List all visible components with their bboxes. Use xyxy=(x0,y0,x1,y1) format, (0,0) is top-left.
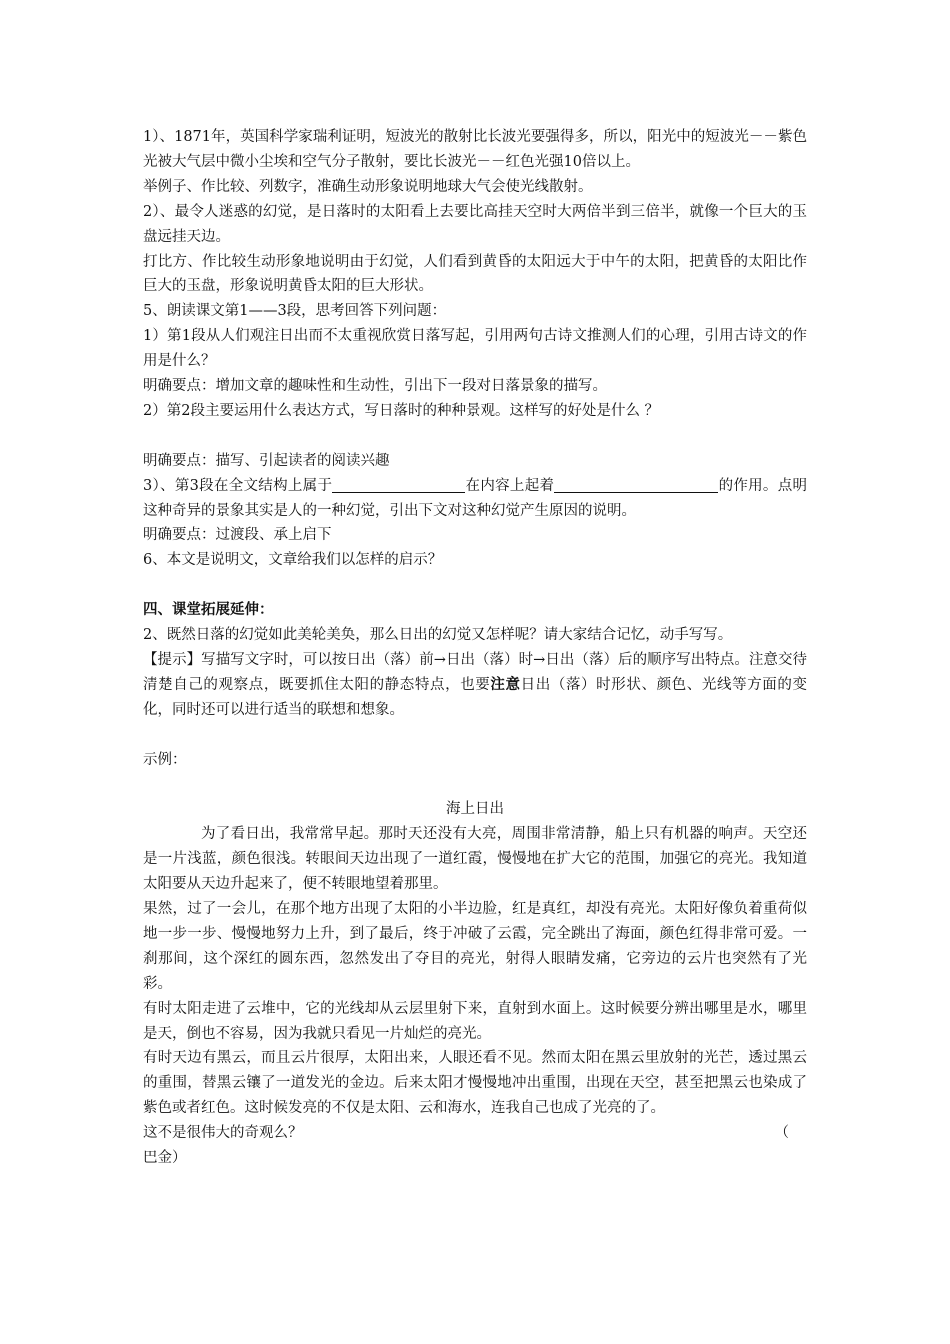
essay-title: 海上日出 xyxy=(446,801,504,818)
answer-5-2: 明确要点：描写、引起读者的阅读兴趣 xyxy=(143,452,390,469)
essay-closing-line xyxy=(143,1121,807,1146)
hint-paragraph xyxy=(143,648,807,723)
spacer xyxy=(143,773,807,798)
essay-closing-text: 这不是很伟大的奇观么？ xyxy=(143,1125,303,1142)
hint-part-a: 【提示】写描写文字时，可以按日出（落）前→日出（落）时→日出（落）后的顺序写出特点。注意交待清楚自己的观察点，既要抓住太阳的静态特点，也要 xyxy=(143,652,807,693)
essay-author: 巴金） xyxy=(143,1150,187,1167)
example-label: 示例： xyxy=(143,751,187,768)
question-5-3 xyxy=(143,474,807,524)
question-5-3-part-c: 的作用。点明这种奇异的景象其实是人的一种幻觉，引出下文对这种幻觉产生原因的说明。 xyxy=(143,477,808,519)
question-6: 6、本文是说明文，文章给我们以怎样的启示？ xyxy=(143,552,443,569)
paragraph-illusion: 2）、最令人迷惑的幻觉，是日落时的太阳看上去要比高挂天空时大两倍半到三倍半，就像一个巨大的玉盘远挂天边。 xyxy=(143,203,807,245)
section-heading-4: 四、课堂拓展延伸： xyxy=(143,601,274,619)
hint-emphasis: 注意 xyxy=(490,675,521,693)
answer-5-3: 明确要点：过渡段、承上启下 xyxy=(143,527,332,544)
author-open-paren: （ xyxy=(774,1125,789,1142)
essay-paragraph-2: 果然，过了一会儿，在那个地方出现了太阳的小半边脸，红是真红，却没有亮光。太阳好像负着重荷似地一步一步、慢慢地努力上升，到了最后，终于冲破了云霞，完全跳出了海面，颜色红得非常可爱。一刹那间，这个深红的圆东西，忽然发出了夺目的亮光，射得人眼睛发痛，它旁边的云片也突然有了光彩。 xyxy=(143,901,807,992)
question-5: 5、朗读课文第1——3段，思考回答下列问题： xyxy=(143,303,447,320)
hint-part-c: 日出（落）时形状、颜色、光线等方面的变化，同时还可以进行适当的联想和想象。 xyxy=(143,676,808,718)
essay-paragraph-3: 有时太阳走进了云堆中，它的光线却从云层里射下来，直射到水面上。这时候要分辨出哪里是水，哪里是天，倒也不容易，因为我就只看见一片灿烂的亮光。 xyxy=(143,1000,807,1042)
essay-paragraph-4: 有时天边有黑云，而且云片很厚，太阳出来，人眼还看不见。然而太阳在黑云里放射的光芒，透过黑云的重围，替黑云镶了一道发光的金边。后来太阳才慢慢地冲出重围，出现在天空，甚至把黑云也染成了紫色或者红色。这时候发亮的不仅是太阳、云和海水，连我自己也成了光亮的了。 xyxy=(143,1050,807,1117)
answer-5-1: 明确要点：增加文章的趣味性和生动性，引出下一段对日落景象的描写。 xyxy=(143,378,607,395)
question-5-3-part-a: 3）、第3段在全文结构上属于 xyxy=(143,477,333,494)
document-page xyxy=(143,125,807,1171)
spacer xyxy=(143,573,807,598)
spacer xyxy=(143,424,807,449)
paragraph-rayleigh: 1）、1871年，英国科学家瑞利证明，短波光的散射比长波光要强得多，所以，阳光中的短波光－－紫色光被大气层中微小尘埃和空气分子散射，要比长波光－－红色光强10倍以上。 xyxy=(143,129,807,170)
question-5-1: 1）第1段从人们观注日出而不太重视欣赏日落写起，引用两句古诗文推测人们的心理，引用古诗文的作用是什么？ xyxy=(143,328,807,370)
task-2: 2、既然日落的幻觉如此美轮美奂，那么日出的幻觉又怎样呢？请大家结合记忆，动手写写。 xyxy=(143,627,733,644)
question-5-3-part-b: 在内容上起着 xyxy=(465,477,555,494)
spacer xyxy=(143,723,807,748)
fill-blank-2[interactable] xyxy=(554,475,718,493)
fill-blank-1[interactable] xyxy=(332,475,465,493)
essay-paragraph-1: 为了看日出，我常常早起。那时天还没有大亮，周围非常清静，船上只有机器的响声。天空还是一片浅蓝，颜色很浅。转眼间天边出现了一道红霞，慢慢地在扩大它的范围，加强它的亮光。我知道太阳要从天边升起来了，便不转眼地望着那里。 xyxy=(143,826,807,893)
paragraph-method-2: 打比方、作比较生动形象地说明由于幻觉，人们看到黄昏的太阳远大于中午的太阳，把黄昏的太阳比作巨大的玉盘，形象说明黄昏太阳的巨大形状。 xyxy=(143,253,807,295)
question-5-2: 2）第2段主要运用什么表达方式，写日落时的种种景观。这样写的好处是什么 ？ xyxy=(143,402,660,419)
paragraph-method-1: 举例子、作比较、列数字，准确生动形象说明地球大气会使光线散射。 xyxy=(143,178,593,195)
